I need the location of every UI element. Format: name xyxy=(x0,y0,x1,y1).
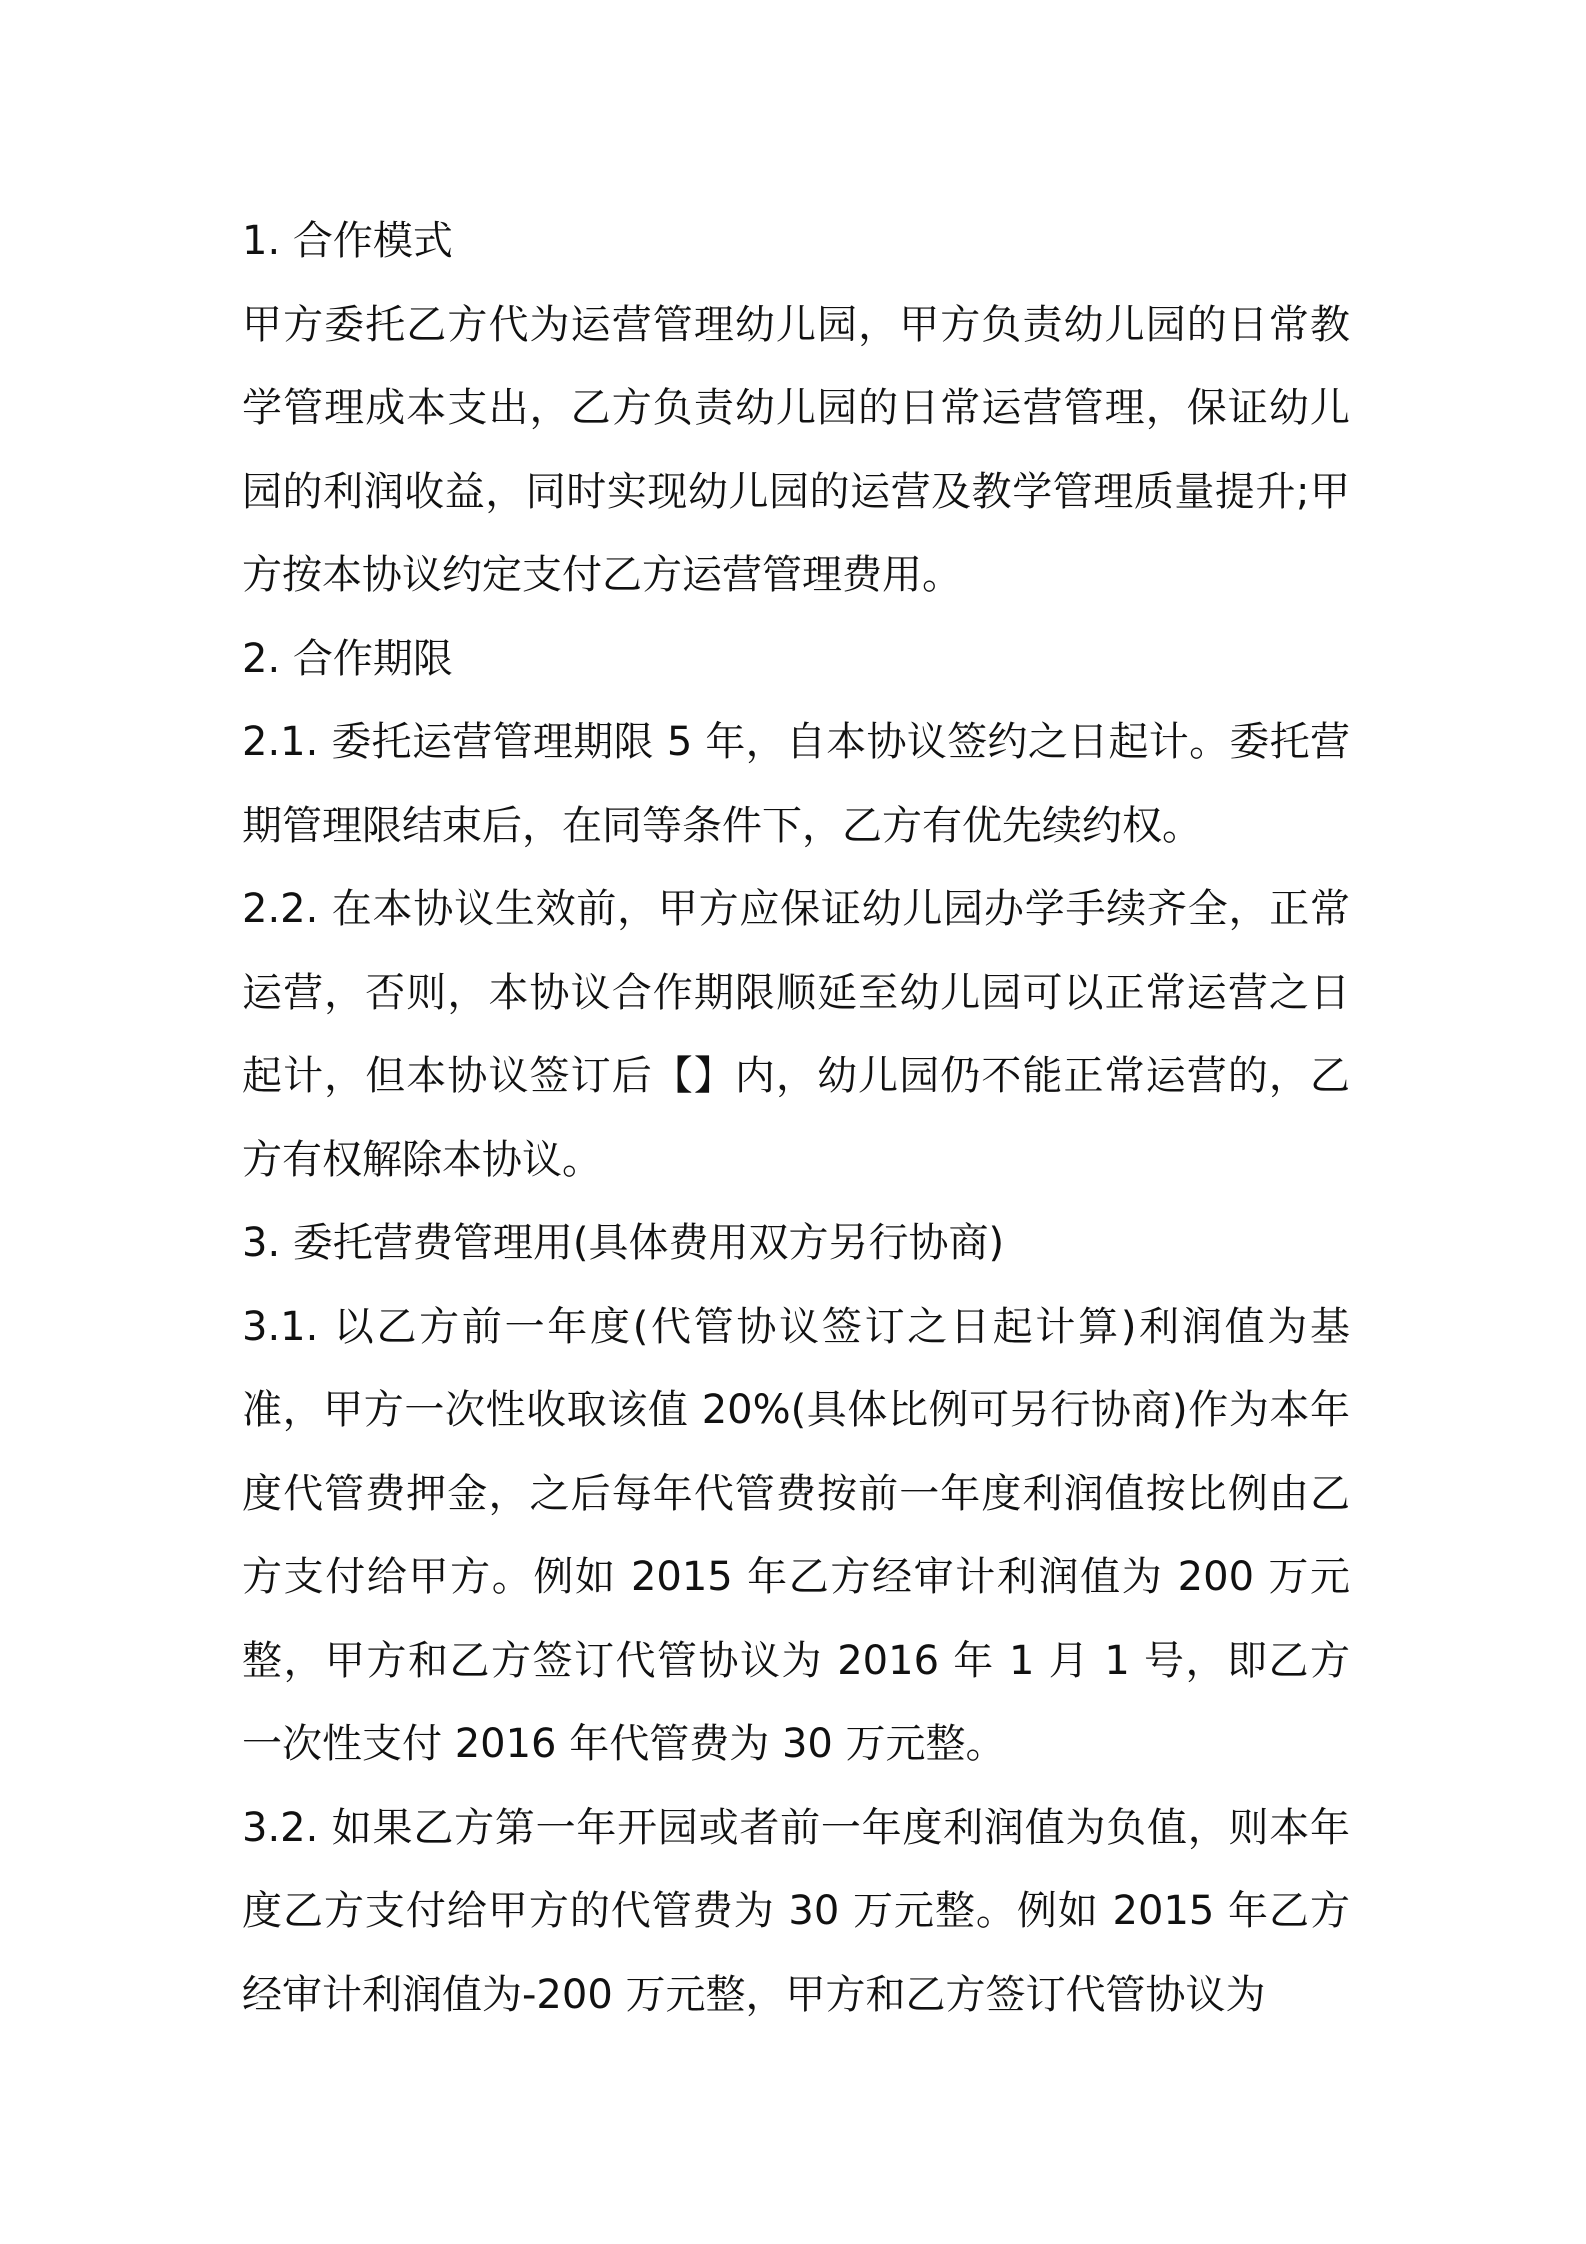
section-heading-cooperation-mode: 1. 合作模式 xyxy=(242,218,453,264)
clause-2-1: 2.1. 委托运营管理期限 5 年，自本协议签约之日起计。委托营期管理限结束后，在同等条件下，乙方有优先续约权。 xyxy=(242,719,1350,849)
clause-3-1: 3.1. 以乙方前一年度(代管协议签订之日起计算)利润值为基准，甲方一次性收取该值 20%(具体比例可另行协商)作为本年度代管费押金，之后每年代管费按前一年度利润值按比例由乙方支付给甲方。例如 2015 年乙方经审计利润值为 200 万元整，甲方和乙方签订代管协议为 2016 年 1 月 1 号，即乙方一次性支付 2016 年代管费为 30 万元整。 xyxy=(242,1303,1350,1767)
document-page xyxy=(242,200,1350,2037)
clause-3-2: 3.2. 如果乙方第一年开园或者前一年度利润值为负值，则本年度乙方支付给甲方的代管费为 30 万元整。例如 2015 年乙方经审计利润值为-200 万元整，甲方和乙方签订代管协议为 xyxy=(242,1804,1350,2018)
paragraph-cooperation-mode: 甲方委托乙方代为运营管理幼儿园，甲方负责幼儿园的日常教学管理成本支出，乙方负责幼儿园的日常运营管理，保证幼儿园的利润收益，同时实现幼儿园的运营及教学管理质量提升;甲方按本协议约定支付乙方运营管理费用。 xyxy=(242,301,1350,598)
section-heading-management-fee: 3. 委托营费管理用(具体费用双方另行协商) xyxy=(242,1220,1005,1266)
section-heading-cooperation-term: 2. 合作期限 xyxy=(242,635,453,682)
clause-2-2: 2.2. 在本协议生效前，甲方应保证幼儿园办学手续齐全，正常运营，否则，本协议合作期限顺延至幼儿园可以正常运营之日起计，但本协议签订后【】内，幼儿园仍不能正常运营的，乙方有权解除本协议。 xyxy=(242,886,1350,1183)
